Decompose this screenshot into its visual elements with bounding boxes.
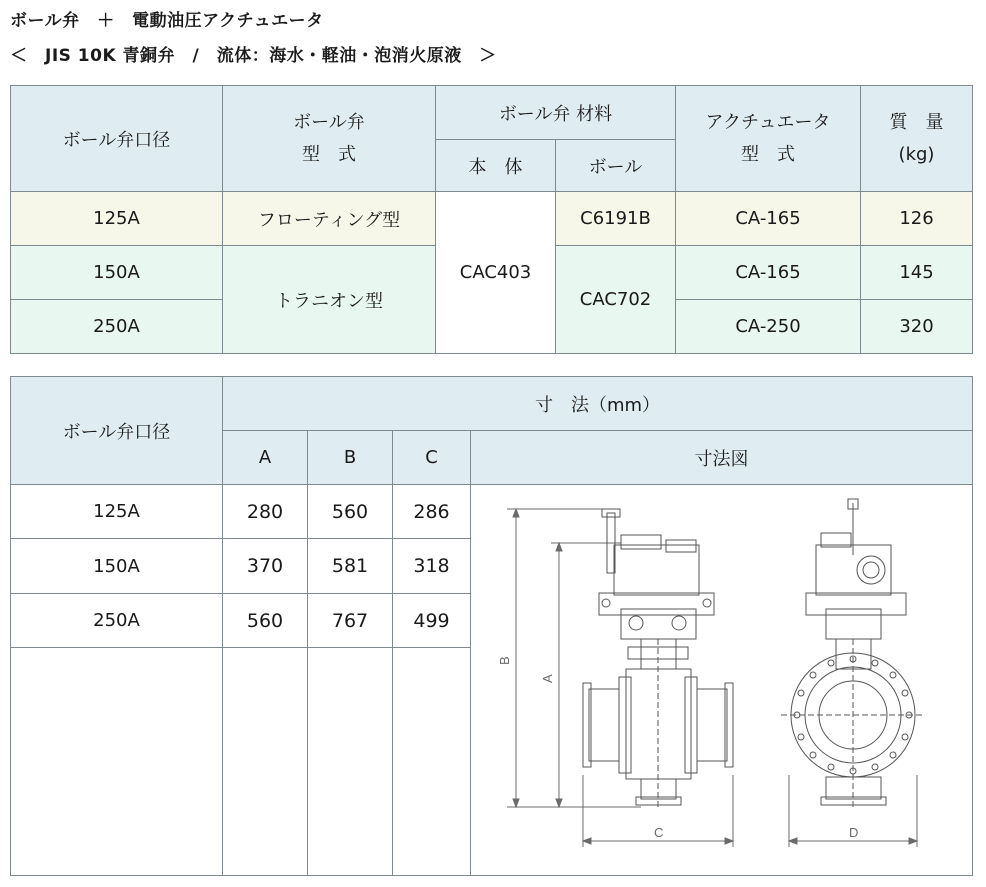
valve-drawing [471,485,972,875]
label-b: B [497,656,512,665]
dim-cell-b: 581 [308,539,393,593]
header-bore: ボール弁口径 [11,86,223,192]
spec-cell-bore: 250A [11,300,223,354]
spec-cell-ball: C6191B [556,192,676,246]
label-d: D [849,825,859,840]
page-subtitle: ＜ JIS 10K 青銅弁 / 流体：海水・軽油・泡消火原液 ＞ [10,46,497,66]
label-a: A [540,674,555,683]
header-ball: ボール [556,140,676,192]
dim-empty-cell [11,648,223,876]
dim-empty-cell [223,648,308,876]
spec-cell-bore: 150A [11,246,223,300]
dim-cell-a: 560 [223,593,308,647]
header-valve-type: ボール弁 型 式 [223,86,436,192]
page-title: ボール弁 ＋ 電動油圧アクチュエータ [10,11,324,31]
dim-cell-bore: 250A [11,593,223,647]
dim-cell-a: 280 [223,485,308,539]
dim-empty-cell [308,648,393,876]
header-a: A [223,431,308,485]
spec-cell-type: フローティング型 [223,192,436,246]
dimension-drawing [471,485,973,876]
dim-cell-c: 318 [393,539,471,593]
dimension-table [10,376,973,876]
spec-cell-ball: CAC702 [556,246,676,354]
front-view [781,499,925,807]
spec-cell-actuator: CA-250 [676,300,861,354]
dim-cell-c: 499 [393,593,471,647]
spec-cell-mass: 126 [861,192,973,246]
spec-table [10,85,973,354]
spec-cell-type: トラニオン型 [223,246,436,354]
dim-cell-bore: 125A [11,485,223,539]
header-dimensions: 寸 法（mm） [223,377,973,431]
header-drawing: 寸法図 [471,431,973,485]
spec-cell-actuator: CA-165 [676,246,861,300]
label-c: C [654,825,664,840]
header-body: 本 体 [436,140,556,192]
header-material: ボール弁 材料 [436,86,676,140]
spec-cell-actuator: CA-165 [676,192,861,246]
header-actuator-type: アクチュエータ 型 式 [676,86,861,192]
dim-cell-bore: 150A [11,539,223,593]
header-b: B [308,431,393,485]
spec-cell-mass: 145 [861,246,973,300]
spec-cell-bore: 125A [11,192,223,246]
spec-cell-mass: 320 [861,300,973,354]
header-mass: 質 量 (kg) [861,86,973,192]
header-bore: ボール弁口径 [11,377,223,485]
dim-cell-b: 560 [308,485,393,539]
dim-cell-a: 370 [223,539,308,593]
side-view [583,509,733,807]
dim-cell-c: 286 [393,485,471,539]
dim-cell-b: 767 [308,593,393,647]
dim-empty-cell [393,648,471,876]
header-c: C [393,431,471,485]
spec-cell-body-material: CAC403 [436,192,556,354]
